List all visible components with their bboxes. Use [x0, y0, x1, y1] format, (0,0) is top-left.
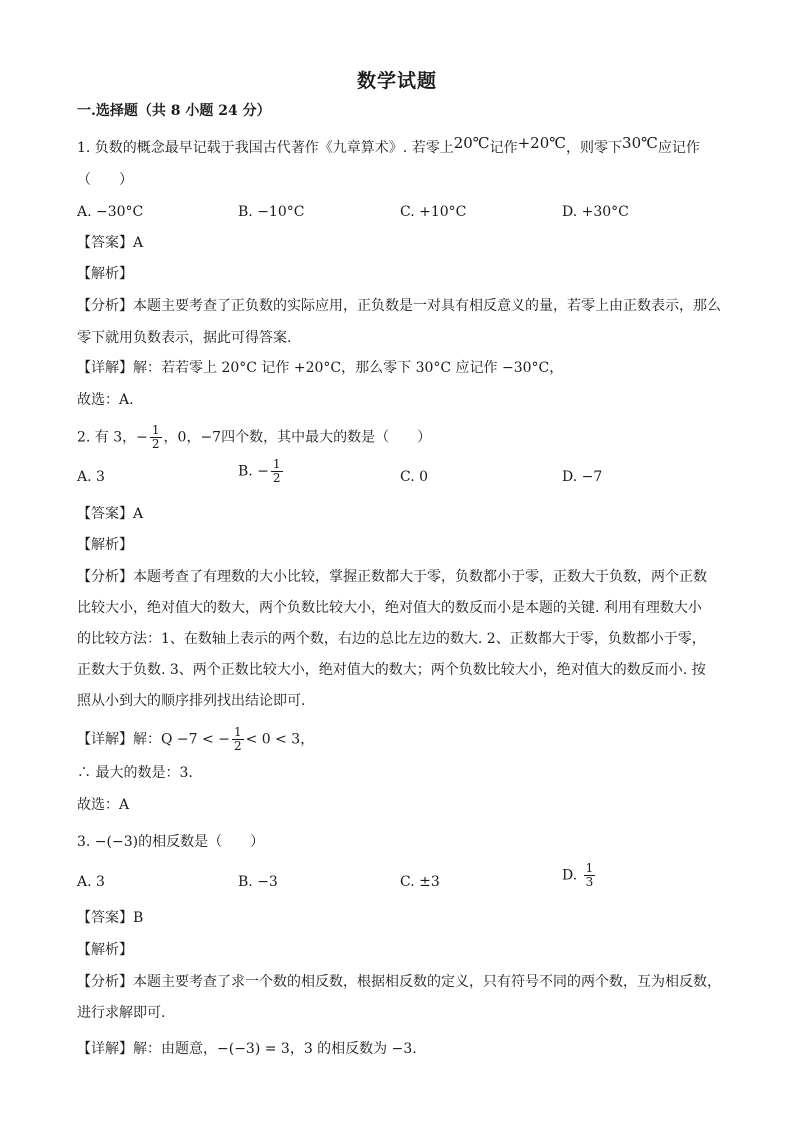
- q1-temp-1: 20℃: [453, 134, 490, 152]
- q2-stem-a: 2. 有 3，−: [77, 429, 148, 446]
- q3-detail: 【详解】解：由题意，−(−3) = 3，3 的相反数为 −3.: [77, 1041, 417, 1057]
- q2-stem-b: ，0，−7四个数，其中最大的数是（ ）: [163, 429, 432, 446]
- q1-stem: [77, 134, 700, 158]
- q2-analysis-2: 比较大小，绝对值大的数大，两个负数比较大小，绝对值大的数反而小是本题的关键. 利用有理数大小: [77, 600, 702, 616]
- q1-temp-2: +20℃: [517, 134, 567, 152]
- q2-analysis-3: 的比较方法：1、在数轴上表示的两个数，右边的总比左边的数大. 2、正数都大于零，负数都小于零，: [77, 631, 706, 647]
- q1-analysis-head: 【解析】: [77, 266, 133, 282]
- q2-analysis-5: 照从小到大的顺序排列找出结论即可.: [77, 693, 306, 709]
- q1-option-d: D. +30°C: [562, 204, 629, 220]
- q2-detail-pre: 【详解】解：Q −7 < −: [77, 731, 230, 748]
- q2-option-b-num: 1: [272, 457, 281, 471]
- q2-detail-den: 2: [233, 739, 242, 753]
- q1-option-c: C. +10°C: [400, 204, 467, 220]
- q2-stem-fraction: [150, 424, 162, 451]
- q3-option-a: A. 3: [77, 874, 105, 890]
- q1-analysis-1: 【分析】本题主要考查了正负数的实际应用，正负数是一对具有相反意义的量，若零上由正数表示，那么: [77, 298, 721, 314]
- q2-answer: 【答案】A: [77, 506, 144, 522]
- q3-analysis-2: 进行求解即可.: [77, 1005, 166, 1021]
- q1-stem-a: 1. 负数的概念最早记载于我国古代著作《九章算术》. 若零上: [77, 140, 454, 156]
- q1-analysis-2: 零下就用负数表示，据此可得答案.: [77, 330, 292, 346]
- section-heading: 一.选择题（共 8 小题 24 分）: [77, 103, 271, 119]
- q2-therefore: ∴ 最大的数是：3.: [77, 765, 193, 781]
- q2-option-b: [238, 458, 285, 485]
- q2-analysis-head: 【解析】: [77, 537, 133, 553]
- q2-option-b-den: 2: [272, 471, 281, 485]
- q2-option-b-fraction: [271, 458, 283, 485]
- q1-option-a: A. −30°C: [77, 204, 144, 220]
- q2-detail-num: 1: [233, 725, 242, 739]
- q2-analysis-1: 【分析】本题考查了有理数的大小比较，掌握正数都大于零，负数都小于零，正数大于负数，两个正数: [77, 569, 707, 585]
- q1-stem-c: ，则零下: [566, 140, 623, 156]
- q2-detail-post: < 0 < 3，: [245, 731, 315, 748]
- q2-option-b-pre: B. −: [238, 463, 269, 480]
- q3-analysis-1: 【分析】本题主要考查了求一个数的相反数，根据相反数的定义，只有符号不同的两个数，互为相反数，: [77, 974, 721, 990]
- q3-option-d-den: 3: [585, 875, 594, 889]
- q1-detail: 【详解】解：若若零上 20°C 记作 +20°C，那么零下 30°C 应记作 −30°C，: [77, 360, 564, 376]
- q2-option-c: C. 0: [400, 469, 429, 485]
- q3-analysis-head: 【解析】: [77, 942, 133, 958]
- q1-choose: 故选：A.: [77, 392, 134, 408]
- page-title: 数学试题: [356, 70, 437, 92]
- q3-option-d-pre: D.: [562, 867, 578, 884]
- q2-analysis-4: 正数大于负数. 3、两个正数比较大小，绝对值大的数大；两个负数比较大小，绝对值大的数反而小. 按: [77, 662, 706, 678]
- q2-stem-frac-den: 2: [151, 437, 160, 451]
- q1-blank: （ ）: [77, 172, 133, 188]
- q1-option-b: B. −10°C: [238, 204, 305, 220]
- q1-stem-d: 应记作: [657, 140, 700, 156]
- q2-stem-frac-num: 1: [151, 423, 160, 437]
- q1-stem-b: 记作: [489, 140, 518, 156]
- q3-option-d: [562, 862, 597, 889]
- q2-detail-fraction: [232, 726, 244, 753]
- q1-answer: 【答案】A: [77, 235, 144, 251]
- q3-option-b: B. −3: [238, 874, 278, 890]
- q3-answer: 【答案】B: [77, 910, 144, 926]
- q2-option-a: A. 3: [77, 469, 105, 485]
- q2-stem: [77, 424, 431, 451]
- q2-detail: [77, 726, 314, 753]
- q3-option-d-fraction: [584, 862, 596, 889]
- q3-option-d-num: 1: [585, 861, 594, 875]
- q1-temp-3: 30℃: [622, 134, 658, 152]
- q3-stem: 3. −(−3)的相反数是（ ）: [77, 834, 265, 850]
- q3-option-c: C. ±3: [400, 874, 440, 890]
- q2-choose: 故选：A: [77, 797, 130, 813]
- q2-option-d: D. −7: [562, 469, 603, 485]
